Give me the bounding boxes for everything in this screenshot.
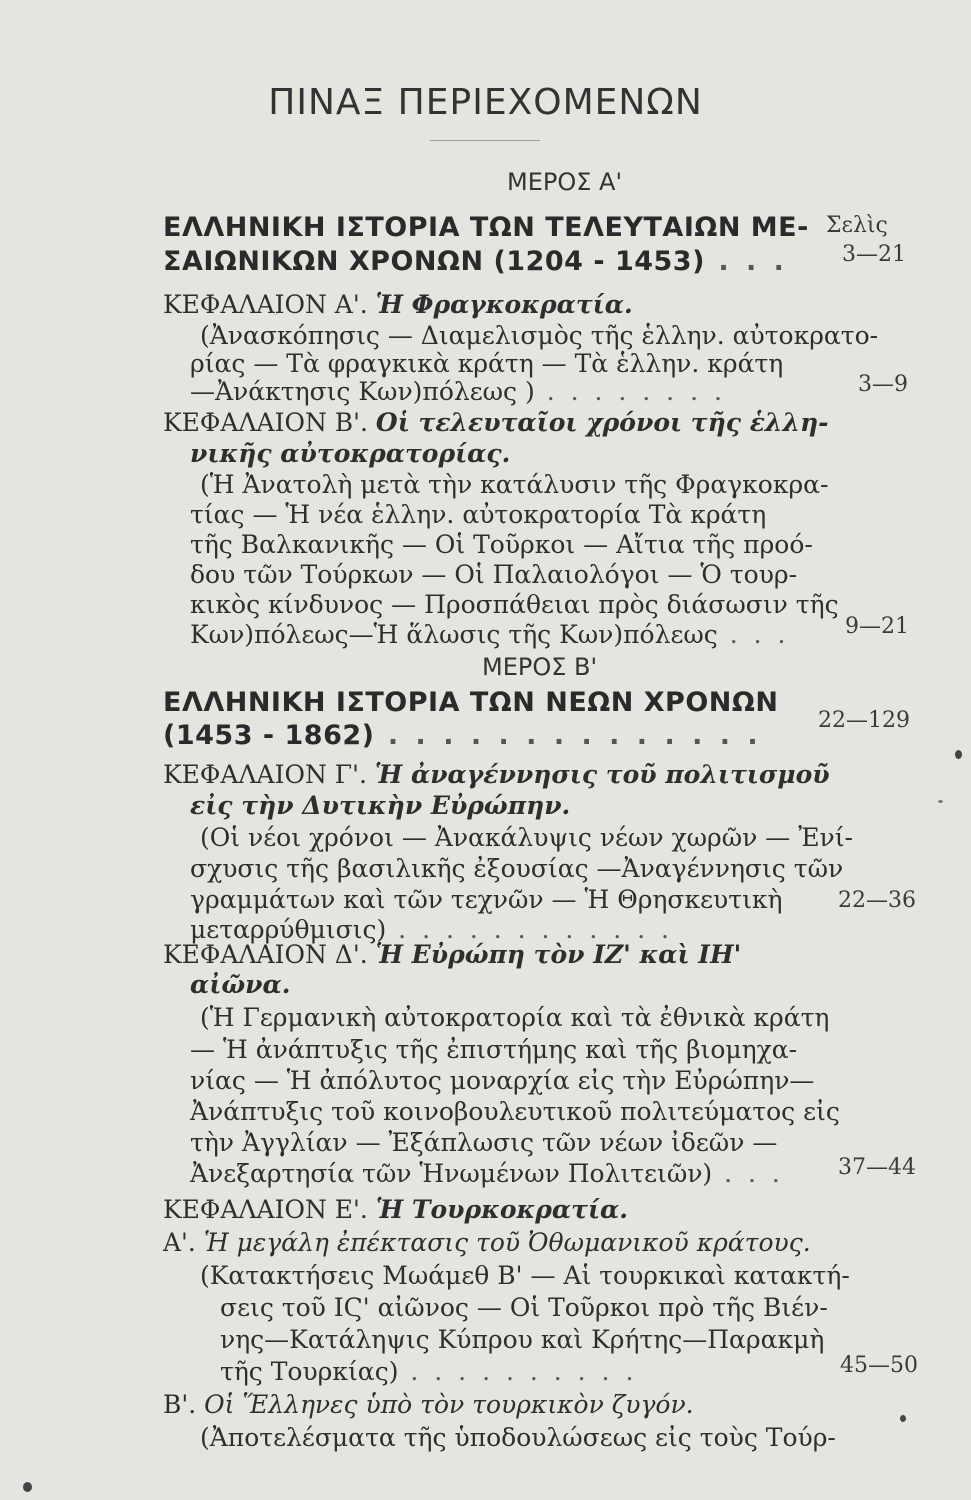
section-a-title-line1: ΕΛΛΗΝΙΚΗ ΙΣΤΟΡΙΑ ΤΩΝ ΤΕΛΕΥΤΑΙΩΝ ΜΕ- <box>163 212 809 243</box>
chapter-b-line: Κων)πόλεως—Ἡ ἅλωσις τῆς Κων)πόλεως . . . <box>190 620 790 649</box>
chapter-d-pages: 37—44 <box>838 1155 916 1180</box>
chapter-e-line: σεις τοῦ ΙϚ' αἰῶνος — Οἱ Τοῦρκοι πρὸ τῆς Βιέν- <box>220 1293 828 1322</box>
page-title: ΠΙΝΑΞ ΠΕΡΙΕΧΟΜΕΝΩΝ <box>268 82 703 123</box>
chapter-b-line: κικὸς κίνδυνος — Προσπάθειαι πρὸς διάσωσιν τῆς <box>190 590 839 619</box>
section-b-title-line2: (1453 - 1862) . . . . . . . . . . . . . . <box>163 720 762 751</box>
chapter-d-line: Ἀνάπτυξις τοῦ κοινοβουλευτικοῦ πολιτεύματος εἰς <box>190 1097 840 1126</box>
chapter-c-line: γραμμάτων καὶ τῶν τεχνῶν — Ἡ Θρησκευτικὴ <box>190 885 783 914</box>
chapter-c-line: σχυσις τῆς βασιλικῆς ἐξουσίας —Ἀναγέννησις τῶν <box>190 854 844 883</box>
chapter-d-line: Ἀνεξαρτησία τῶν Ἡνωμένων Πολιτειῶν) . . . <box>190 1159 784 1188</box>
print-speck <box>23 1482 32 1492</box>
chapter-b-line: τίας — Ἡ νέα ἑλλην. αὐτοκρατορία Τὰ κράτη <box>190 500 767 529</box>
chapter-e-line: νης—Κατάληψις Κύπρου καὶ Κρήτης—Παρακμὴ <box>220 1325 825 1354</box>
page-column-header: Σελὶς <box>826 213 888 238</box>
section-b-title-line1: ΕΛΛΗΝΙΚΗ ΙΣΤΟΡΙΑ ΤΩΝ ΝΕΩΝ ΧΡΟΝΩΝ <box>163 687 779 718</box>
chapter-c-title-cont: εἰς τὴν Δυτικὴν Εὐρώπην. <box>190 791 571 820</box>
chapter-e-line: (Ἀποτελέσματα τῆς ὑποδουλώσεως εἰς τοὺς Τούρ- <box>200 1423 836 1452</box>
print-speck <box>938 800 943 803</box>
section-b-pages: 22—129 <box>818 708 910 733</box>
chapter-e-line: (Κατακτήσεις Μωάμεθ Β' — Αἱ τουρκικαὶ κατακτή- <box>200 1261 850 1290</box>
title-rule <box>430 140 540 141</box>
chapter-b-heading: ΚΕΦΑΛΑΙΟΝ Β'. Οἱ τελευταῖοι χρόνοι τῆς ἑλλη- <box>163 408 829 437</box>
chapter-d-line: νίας — Ἡ ἀπόλυτος μοναρχία εἰς τὴν Εὐρώπην— <box>190 1066 815 1095</box>
part-b-heading: ΜΕΡΟΣ Β' <box>482 653 598 681</box>
chapter-e-subsection-a: Α'. Ἡ μεγάλη ἐπέκτασις τοῦ Ὀθωμανικοῦ κράτους. <box>163 1228 811 1257</box>
chapter-b-title-cont: νικῆς αὐτοκρατορίας. <box>190 439 511 468</box>
section-a-title-line2: ΣΑΙΩΝΙΚΩΝ ΧΡΟΝΩΝ (1204 - 1453) . . . <box>163 246 788 277</box>
chapter-a-line: ρίας — Τὰ φραγκικὰ κράτη — Τὰ ἑλλην. κράτη <box>190 349 784 378</box>
chapter-b-line: τῆς Βαλκανικῆς — Οἱ Τοῦρκοι — Αἴτια τῆς προό- <box>190 530 813 559</box>
chapter-b-pages: 9—21 <box>845 614 909 639</box>
chapter-d-line: — Ἡ ἀνάπτυξις τῆς ἐπιστήμης καὶ τῆς βιομηχα- <box>190 1035 798 1064</box>
part-a-heading: ΜΕΡΟΣ Α' <box>507 168 623 196</box>
print-speck <box>900 1415 906 1422</box>
chapter-b-line: (Ἡ Ἀνατολὴ μετὰ τὴν κατάλυσιν τῆς Φραγκοκρα- <box>200 470 829 499</box>
chapter-c-pages: 22—36 <box>838 888 916 913</box>
chapter-a-line: —Ἀνάκτησις Κων)πόλεως ) . . . . . . . . <box>190 377 726 406</box>
chapter-d-line: (Ἡ Γερμανικὴ αὐτοκρατορία καὶ τὰ ἐθνικὰ κράτη <box>200 1003 830 1032</box>
chapter-c-line: (Οἱ νέοι χρόνοι — Ἀνακάλυψις νέων χωρῶν — Ἐνί- <box>200 823 853 852</box>
chapter-a-line: (Ἀνασκόπησις — Διαμελισμὸς τῆς ἑλλην. αὐτοκρατο- <box>200 321 879 350</box>
print-speck <box>955 750 962 759</box>
chapter-d-title-cont: αἰῶνα. <box>190 970 291 999</box>
chapter-e-line: τῆς Τουρκίας) . . . . . . . . . . <box>220 1357 638 1386</box>
chapter-c-line: μεταρρύθμισις) . . . . . . . . . . . . <box>190 915 673 944</box>
chapter-e-subsection-b: Β'. Οἱ Ἕλληνες ὑπὸ τὸν τουρκικὸν ζυγόν. <box>163 1390 694 1419</box>
section-a-pages: 3—21 <box>842 242 906 267</box>
chapter-a-pages: 3—9 <box>858 372 908 397</box>
chapter-c-heading: ΚΕΦΑΛΑΙΟΝ Γ'. Ἡ ἀναγέννησις τοῦ πολιτισμοῦ <box>163 760 830 789</box>
chapter-b-line: δου τῶν Τούρκων — Οἱ Παλαιολόγοι — Ὁ τουρ- <box>190 560 798 589</box>
chapter-e-heading: ΚΕΦΑΛΑΙΟΝ Ε'. Ἡ Τουρκοκρατία. <box>163 1195 628 1224</box>
chapter-a-heading: ΚΕΦΑΛΑΙΟΝ Α'. Ἡ Φραγκοκρατία. <box>163 290 633 319</box>
chapter-e-pages: 45—50 <box>840 1353 918 1378</box>
chapter-d-line: τὴν Ἀγγλίαν — Ἐξάπλωσις τῶν νέων ἰδεῶν — <box>190 1128 778 1157</box>
chapter-d-heading: ΚΕΦΑΛΑΙΟΝ Δ'. Ἡ Εὐρώπη τὸν ΙΖ' καὶ ΙΗ' <box>163 940 742 969</box>
